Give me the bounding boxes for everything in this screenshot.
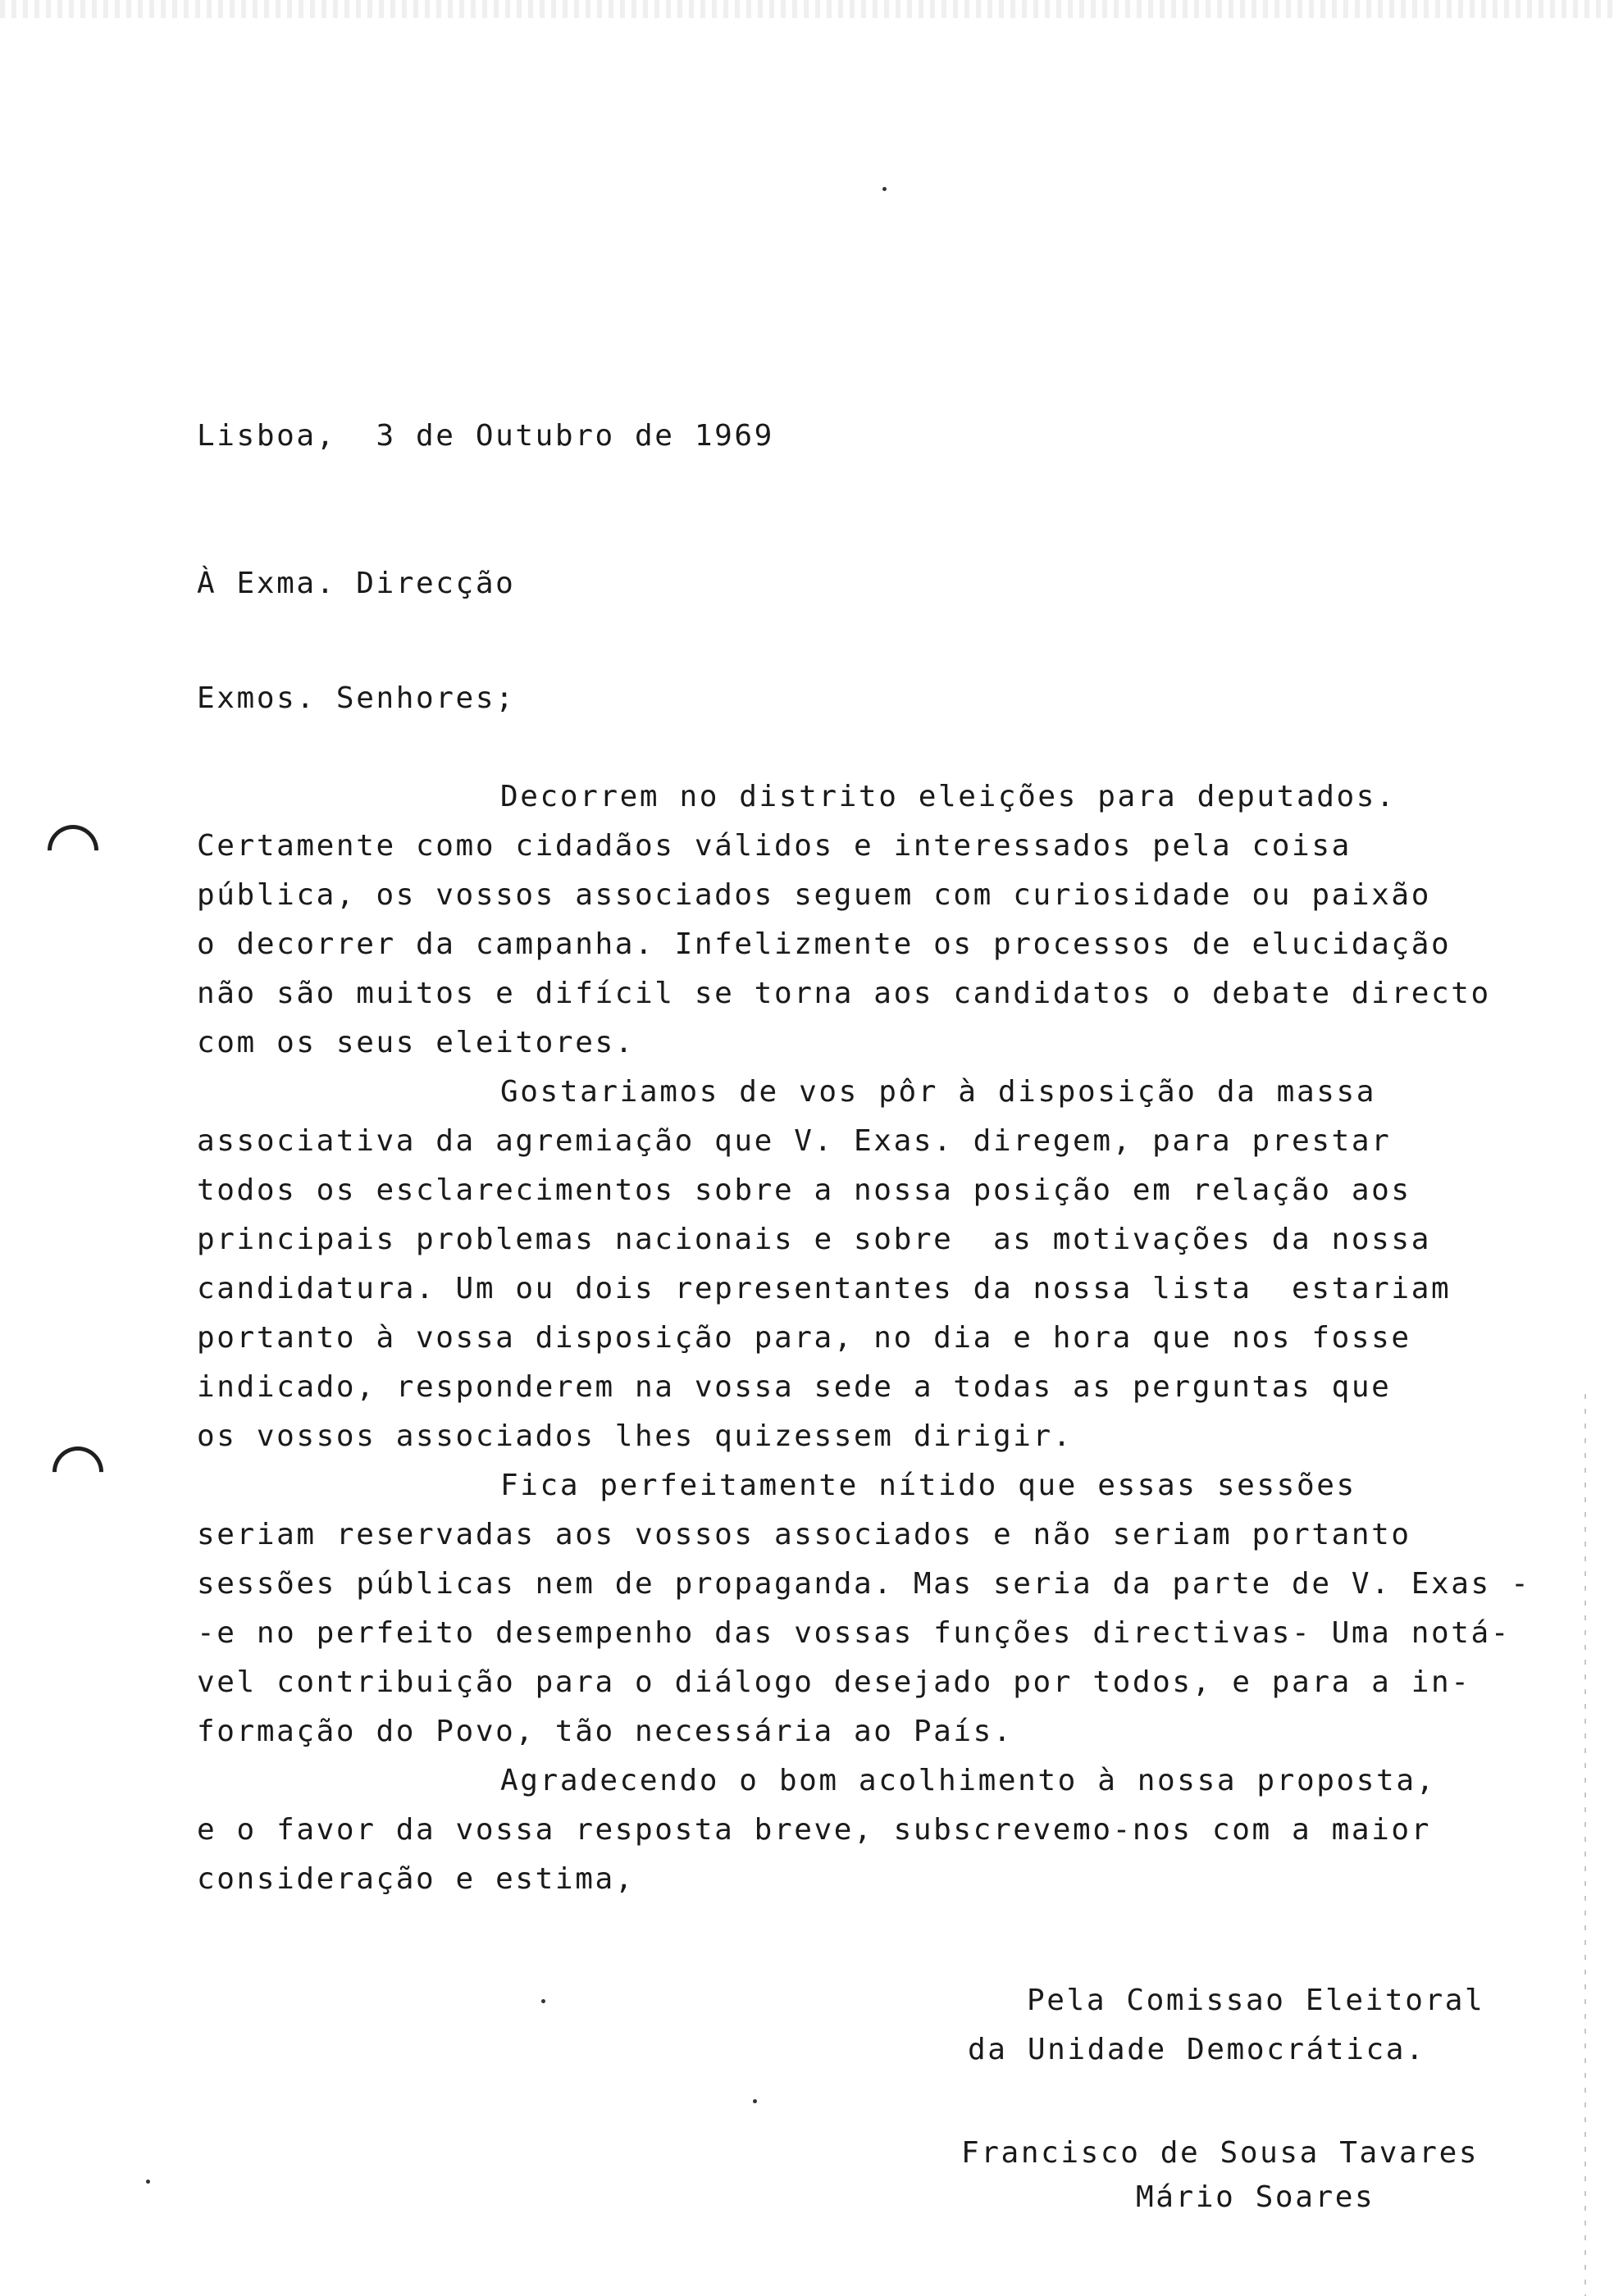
body-line: não são muitos e difícil se torna aos candidatos o debate directo bbox=[197, 977, 1491, 1010]
letter-salutation: Exmos. Senhores; bbox=[197, 681, 516, 715]
speck bbox=[541, 1999, 545, 2003]
body-line: todos os esclarecimentos sobre a nossa posição em relação aos bbox=[197, 1173, 1411, 1207]
signature-committee: Pela Comissao Eleitoral bbox=[1027, 1984, 1485, 2017]
letter-date: Lisboa, 3 de Outubro de 1969 bbox=[197, 419, 774, 453]
signer-name: Mário Soares bbox=[1136, 2180, 1375, 2214]
body-line: Agradecendo o bom acolhimento à nossa proposta, bbox=[500, 1764, 1436, 1797]
speck bbox=[146, 2180, 150, 2184]
body-line: com os seus eleitores. bbox=[197, 1026, 636, 1059]
body-line: principais problemas nacionais e sobre as motivações da nossa bbox=[197, 1223, 1431, 1256]
body-line: pública, os vossos associados seguem com curiosidade ou paixão bbox=[197, 878, 1431, 912]
body-line: Fica perfeitamente nítido que essas sessões bbox=[500, 1469, 1356, 1502]
speck bbox=[882, 187, 887, 191]
body-line: e o favor da vossa resposta breve, subscrevemo-nos com a maior bbox=[197, 1813, 1431, 1847]
speck bbox=[753, 2099, 757, 2103]
body-line: consideração e estima, bbox=[197, 1862, 636, 1896]
body-line: os vossos associados lhes quizessem dirigir. bbox=[197, 1419, 1074, 1453]
body-line: portanto à vossa disposição para, no dia e hora que nos fosse bbox=[197, 1321, 1411, 1355]
body-line: associativa da agremiação que V. Exas. diregem, para prestar bbox=[197, 1124, 1392, 1158]
body-line: Decorrem no distrito eleições para deputados. bbox=[500, 780, 1397, 813]
body-line: Certamente como cidadãos válidos e interessados pela coisa bbox=[197, 829, 1352, 863]
body-line: Gostariamos de vos pôr à disposição da massa bbox=[500, 1075, 1377, 1109]
body-line: o decorrer da campanha. Infelizmente os processos de elucidação bbox=[197, 927, 1452, 961]
body-line: -e no perfeito desempenho das vossas funções directivas- Uma notá- bbox=[197, 1616, 1511, 1650]
body-line: vel contribuição para o diálogo desejado por todos, e para a in- bbox=[197, 1665, 1471, 1699]
body-line: candidatura. Um ou dois representantes da nossa lista estariam bbox=[197, 1272, 1452, 1305]
body-line: indicado, responderem na vossa sede a todas as perguntas que bbox=[197, 1370, 1392, 1404]
letter-recipient: À Exma. Direcção bbox=[197, 567, 516, 600]
body-line: seriam reservadas aos vossos associados e não seriam portanto bbox=[197, 1518, 1411, 1551]
scan-right-edge bbox=[1584, 1394, 1586, 2296]
scan-top-edge bbox=[0, 0, 1614, 18]
signature-unit: da Unidade Democrática. bbox=[968, 2033, 1426, 2066]
body-line: sessões públicas nem de propaganda. Mas seria da parte de V. Exas - bbox=[197, 1567, 1531, 1601]
body-line: formação do Povo, tão necessária ao País. bbox=[197, 1715, 1014, 1748]
punch-hole-icon bbox=[42, 1436, 114, 1508]
signer-name: Francisco de Sousa Tavares bbox=[961, 2136, 1480, 2170]
punch-hole-icon bbox=[37, 814, 109, 886]
